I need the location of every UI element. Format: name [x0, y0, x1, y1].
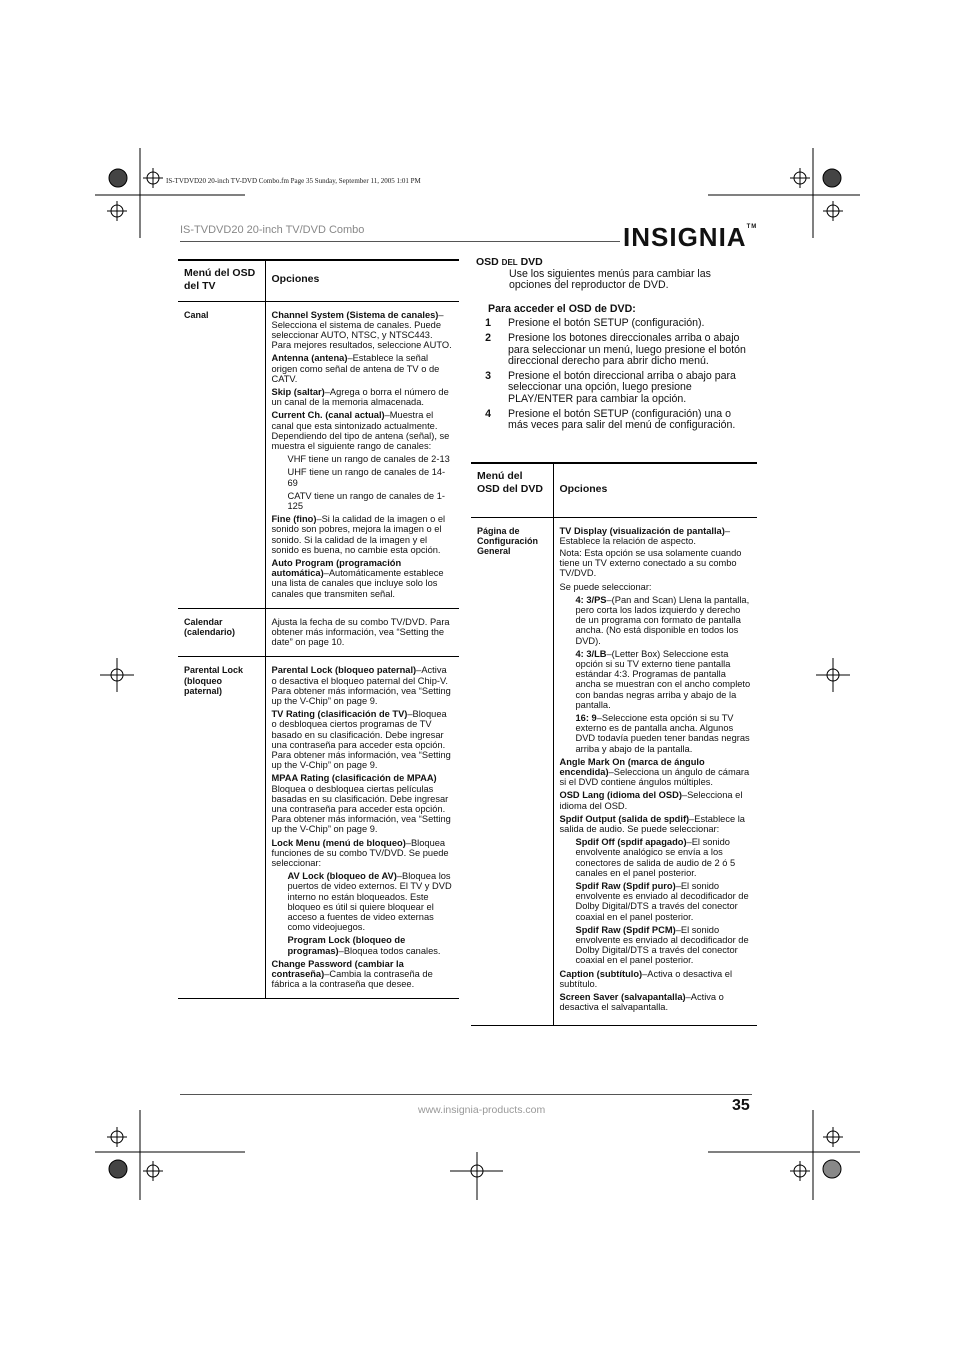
list-item: 3 Presione el botón direccional arriba o abajo para seleccionar una opción, luego presione PLAY/ENTER para cambiar la opción.	[485, 369, 736, 405]
table-row: Página de Configuración General TV Display (visualización de pantalla)–Establece la relación de aspecto. Nota: Esta opción se usa solamente cuando tiene un TV externo conectado a su combo TV/DVD. Se puede seleccionar: 4: 3/PS–(Pan and Scan) Llena la pantalla, pero corta los lados izquierdo y derecho de un programa con formato de pantalla ancha. (No está disponible en todos los DVD). 4: 3/LB–(Letter Box) Seleccione esta opción si su TV externo tiene pantalla estándar 4:3. Programas de pantalla ancha se muestran con el ancho completo con bandas negras arriba y abajo de la pantalla. 16: 9–Seleccione esta opción si su TV externo es de pantalla ancha. Algunos DVD todavía pueden tener bandas negras arriba y abajo de la pantalla. Angle Mark On (marca de ángulo encendida)–Selecciona un ángulo de cámara si el DVD contiene ángulos múltiples. OSD Lang (idioma del OSD)–Selecciona el idioma del OSD. Spdif Output (salida de spdif)–Establece la salida de audio. Se puede seleccionar: Spdif Off (spdif apagado)–El sonido envolvente analógico se envía a los conectores de salida de audio de 2 ó 5 canales en el panel posterior. Spdif Raw (Spdif puro)–El sonido envolvente es enviado al decodificador de Dolby Digital/DTS a través del conector coaxial en el panel posterior. Spdif Raw (Spdif PCM)–El sonido envolvente es enviado al decodificador de Dolby Digital/DTS a través del conector coaxial en el panel posterior. Caption (subtítulo)–Activa o desactiva el subtítulo. Screen Saver (salvapantalla)–Activa o desactiva el salvapantalla.	[471, 517, 757, 1026]
file-slug: IS-TVDVD20 20-inch TV-DVD Combo.fm Page 35 Sunday, September 11, 2005 1:01 PM	[166, 177, 421, 185]
section-intro: Use los siguientes menús para cambiar las opciones del reproductor de DVD.	[509, 267, 711, 292]
page-number: 35	[732, 1097, 750, 1114]
dvd-osd-table	[471, 462, 757, 1026]
footer-url: www.insignia-products.com	[418, 1104, 546, 1116]
list-item: 2 Presione los botones direccionales arriba o abajo para seleccionar un menú, luego presione el botón direccional derecho para abrir dicho menú.	[485, 331, 746, 368]
list-item: 1 Presione el botón SETUP (configuración).	[485, 317, 705, 330]
row-label: Página de Configuración General	[477, 525, 538, 556]
row-label: Canal	[184, 309, 209, 320]
table-row: Calendar (calendario) Ajusta la fecha de su combo TV/DVD. Para obtener más información, vea “Setting the date” on page 10.	[178, 608, 459, 657]
table-row: Parental Lock (bloqueo paternal) Parental Lock (bloqueo paternal)–Activa o desactiva el bloqueo paternal del Chip-V. Para obtener más información, vea “Setting up the V-Chip” on page 9. TV Rating (clasificación de TV)–Bloquea o desbloquea ciertos programas de TV basado en su clasificación. Debe ingresar una contraseña para acceder esta opción. Para obtener más información, vea “Setting up the V-Chip” on page 9. MPAA Rating (clasificación de MPAA) Bloquea o desbloquea ciertas películas basadas en su clasificación. Debe ingresar una contraseña para acceder esta opción. Para obtener más información, vea “Setting up the V-Chip” on page 9. Lock Menu (menú de bloqueo)–Bloquea funciones de su combo TV/DVD. Se puede seleccionar: AV Lock (bloqueo de AV)–Bloquea los puertos de video externos. El TV y DVD interno no están bloqueados. Este bloqueo es útil si quiere bloquear el acceso a fuentes de video externas como videojuegos. Program Lock (bloqueo de programas)–Bloquea todos canales. Change Password (cambiar la contraseña)–Cambia la contraseña de fábrica a la contraseña que desee.	[178, 657, 459, 999]
brand-logo: INSIGNIA™	[623, 222, 758, 252]
list-item: 4 Presione el botón SETUP (configuración) una o más veces para salir del menú de configuración.	[485, 407, 736, 432]
tv-osd-table	[178, 259, 459, 999]
header-title: IS-TVDVD20 20-inch TV/DVD Combo	[180, 224, 365, 236]
tv-col1-header: Menú del OSD del TV	[184, 267, 256, 292]
footer-rule	[180, 1094, 752, 1095]
table-row: Canal Channel System (Sistema de canales)–Selecciona el sistema de canales. Puede seleccionar AUTO, NTSC, y NTSC443. Para mejores resultados, seleccione AUTO. Antenna (antena)–Establece la señal origen como señal de antena de TV o de CATV. Skip (saltar)–Agrega o borra el número de un canal de la memoria almacenada. Current Ch. (canal actual)–Muestra el canal que esta sintonizado actualmente. Dependiendo del tipo de antena (señal), se muestra el siguiente rango de canales: VHF tiene un rango de canales de 2-13 UHF tiene un rango de canales de 14-69 CATV tiene un rango de canales de 1-125 Fine (fino)–Si la calidad de la imagen o el sonido son pobres, mejora la imagen o el sonido. Si la calidad de la imagen y el sonido es buena, no cambie esta opción. Auto Program (programación automática)–Automáticamente establece una lista de canales que incluye solo los canales que transmiten señal.	[178, 301, 459, 608]
dvd-col2-header: Opciones	[553, 463, 757, 517]
dvd-col1-header: Menú del OSD del DVD	[477, 470, 543, 495]
header-rule	[180, 241, 620, 242]
section-subheading: Para acceder el OSD de DVD:	[488, 302, 636, 315]
dvd-osd-section	[476, 257, 751, 435]
tv-col2-header: Opciones	[265, 260, 459, 301]
row-label: Parental Lock (bloqueo paternal)	[184, 665, 244, 696]
row-label: Calendar (calendario)	[184, 616, 236, 637]
section-heading: OSD DEL DVD	[476, 256, 543, 268]
